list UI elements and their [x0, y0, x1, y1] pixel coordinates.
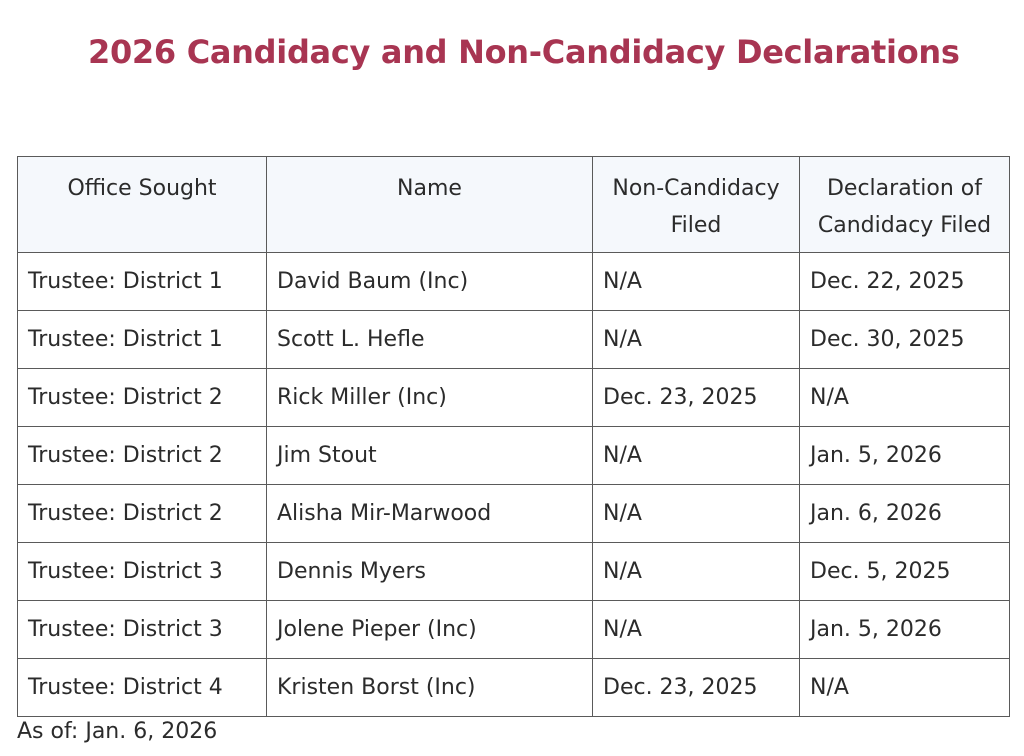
- table-row: [18, 369, 1010, 427]
- cell-name: Alisha Mir-Marwood: [267, 485, 593, 543]
- cell-non-candidacy: N/A: [593, 311, 800, 369]
- cell-non-candidacy: N/A: [593, 253, 800, 311]
- cell-non-candidacy: N/A: [593, 543, 800, 601]
- cell-non-candidacy: N/A: [593, 427, 800, 485]
- table-row: [18, 601, 1010, 659]
- cell-declaration: Dec. 30, 2025: [800, 311, 1010, 369]
- cell-office: Trustee: District 4: [18, 659, 267, 717]
- header-non-candidacy-filed: Non-Candidacy Filed: [593, 157, 800, 253]
- header-office-sought: Office Sought: [18, 157, 267, 253]
- cell-declaration: Jan. 5, 2026: [800, 427, 1010, 485]
- cell-name: Jim Stout: [267, 427, 593, 485]
- cell-declaration: N/A: [800, 369, 1010, 427]
- table-header: [18, 157, 1010, 253]
- cell-name: Dennis Myers: [267, 543, 593, 601]
- cell-declaration: Jan. 6, 2026: [800, 485, 1010, 543]
- cell-non-candidacy: Dec. 23, 2025: [593, 659, 800, 717]
- cell-office: Trustee: District 2: [18, 427, 267, 485]
- cell-office: Trustee: District 3: [18, 543, 267, 601]
- table-row: [18, 311, 1010, 369]
- declarations-table: [17, 156, 1010, 717]
- header-declaration-filed: Declaration of Candidacy Filed: [800, 157, 1010, 253]
- cell-non-candidacy: N/A: [593, 601, 800, 659]
- table-row: [18, 659, 1010, 717]
- cell-non-candidacy: N/A: [593, 485, 800, 543]
- cell-non-candidacy: Dec. 23, 2025: [593, 369, 800, 427]
- cell-declaration: Jan. 5, 2026: [800, 601, 1010, 659]
- cell-name: David Baum (Inc): [267, 253, 593, 311]
- header-row: [18, 157, 1010, 253]
- table-row: [18, 427, 1010, 485]
- as-of-date: As of: Jan. 6, 2026: [17, 719, 218, 744]
- cell-declaration: Dec. 5, 2025: [800, 543, 1010, 601]
- table-row: [18, 485, 1010, 543]
- cell-office: Trustee: District 1: [18, 311, 267, 369]
- cell-name: Jolene Pieper (Inc): [267, 601, 593, 659]
- cell-name: Kristen Borst (Inc): [267, 659, 593, 717]
- table-body: [18, 253, 1010, 717]
- cell-office: Trustee: District 2: [18, 369, 267, 427]
- cell-office: Trustee: District 3: [18, 601, 267, 659]
- table-row: [18, 253, 1010, 311]
- page-title: 2026 Candidacy and Non-Candidacy Declarations: [88, 33, 960, 71]
- cell-name: Scott L. Hefle: [267, 311, 593, 369]
- header-name: Name: [267, 157, 593, 253]
- cell-office: Trustee: District 1: [18, 253, 267, 311]
- table-row: [18, 543, 1010, 601]
- cell-name: Rick Miller (Inc): [267, 369, 593, 427]
- cell-declaration: N/A: [800, 659, 1010, 717]
- cell-office: Trustee: District 2: [18, 485, 267, 543]
- cell-declaration: Dec. 22, 2025: [800, 253, 1010, 311]
